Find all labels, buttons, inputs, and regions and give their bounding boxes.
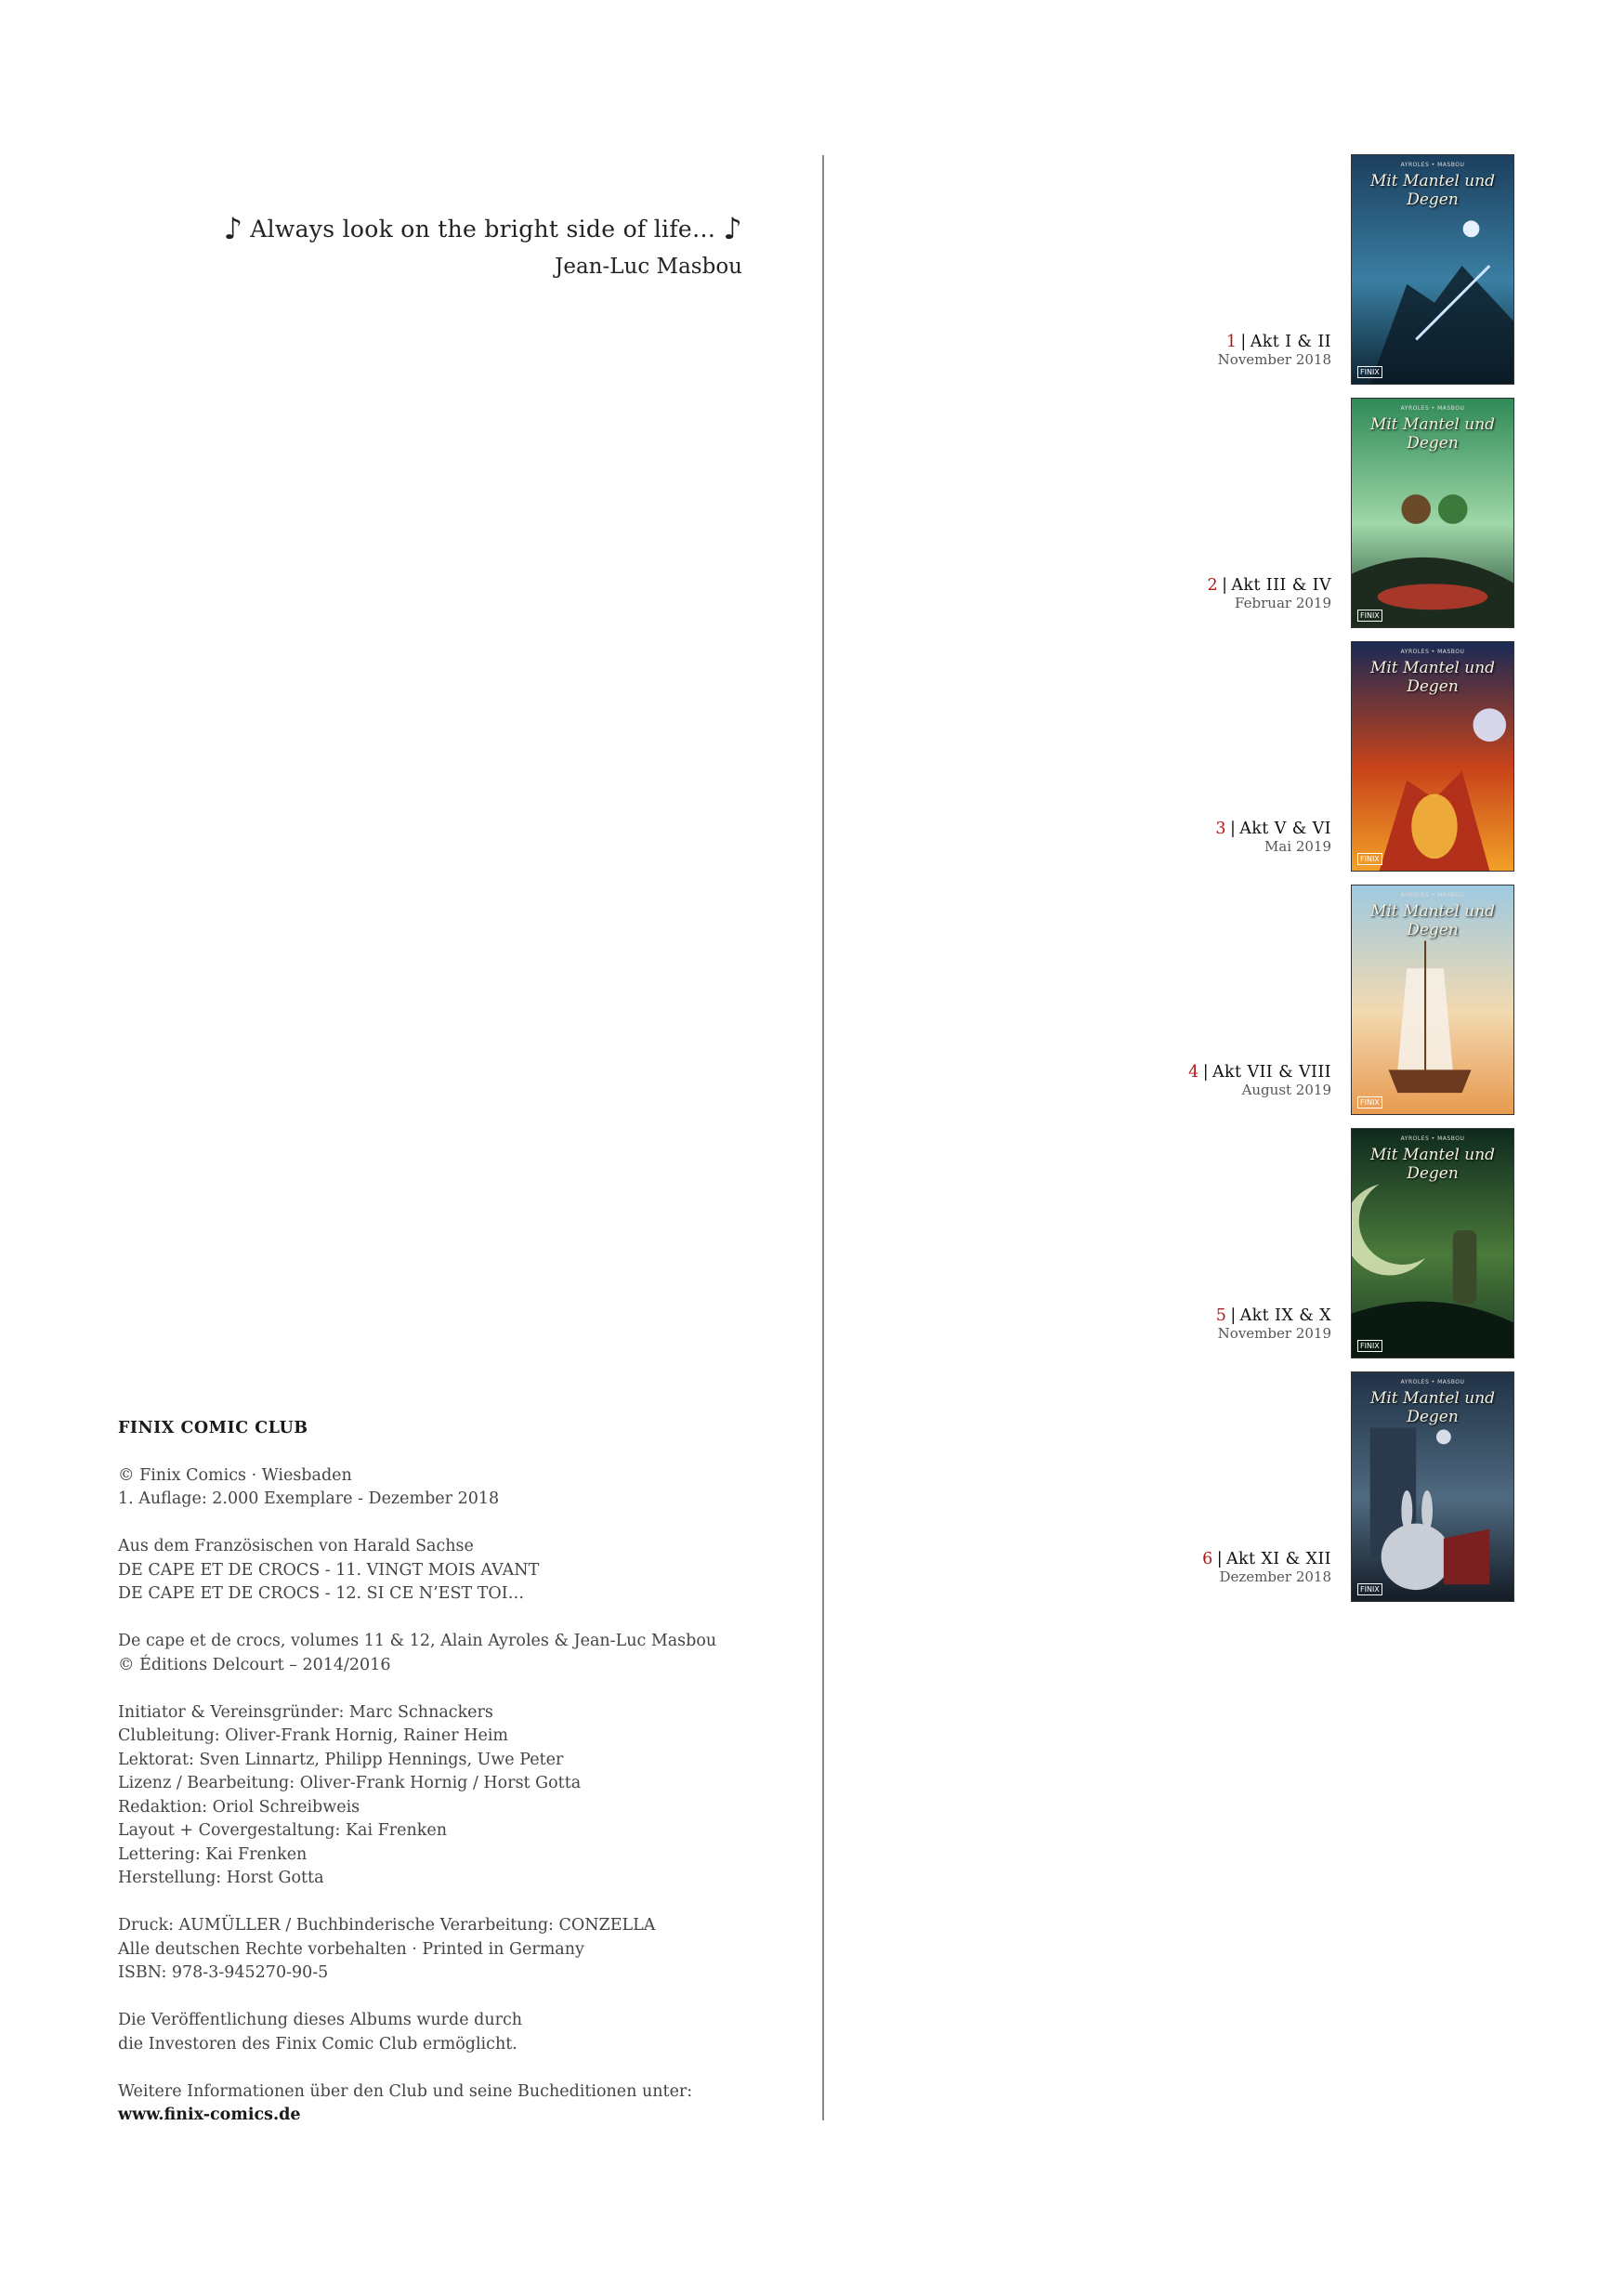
cover-authors: AYROLES • MASBOU	[1400, 649, 1465, 655]
imprint-line: © Éditions Delcourt – 2014/2016	[118, 1655, 391, 1674]
imprint-line: Redaktion: Oriol Schreibweis	[118, 1797, 360, 1817]
volume-label	[1215, 820, 1331, 855]
imprint-line: Lettering: Kai Frenken	[118, 1844, 308, 1864]
volume-label	[1188, 1063, 1331, 1098]
imprint-line: ISBN: 978-3-945270-90-5	[118, 1963, 329, 1982]
volume-date: Februar 2019	[1235, 595, 1331, 611]
imprint-line: © Finix Comics · Wiesbaden	[118, 1465, 352, 1485]
cover-image	[1351, 641, 1514, 872]
imprint-heading: FINIX COMIC CLUB	[118, 1419, 308, 1437]
volume-acts: Akt V & VI	[1239, 820, 1331, 838]
epigraph-author: Jean-Luc Masbou	[555, 255, 742, 279]
publisher-logo: FINIX	[1357, 1096, 1382, 1109]
imprint-info-line: Weitere Informationen über den Club und seine Bucheditionen unter:	[118, 2081, 693, 2101]
cover-image	[1351, 398, 1514, 628]
volume-title	[1188, 1063, 1331, 1082]
volume-item	[1115, 1371, 1514, 1602]
imprint-line: Die Veröffentlichung dieses Albums wurde durch	[118, 2011, 523, 2029]
volume-date: Dezember 2018	[1219, 1568, 1331, 1585]
volume-separator: |	[1222, 576, 1228, 595]
imprint-block	[118, 1701, 768, 1891]
epigraph	[223, 211, 742, 279]
cover-image	[1351, 1371, 1514, 1602]
cover-authors: AYROLES • MASBOU	[1400, 1379, 1465, 1385]
publisher-logo: FINIX	[1357, 610, 1382, 622]
volume-number: 6	[1202, 1550, 1213, 1568]
publisher-logo: FINIX	[1357, 1583, 1382, 1595]
volume-title	[1208, 576, 1331, 595]
volume-number: 2	[1207, 576, 1219, 595]
volume-item	[1115, 885, 1514, 1115]
cover-title: Mit Mantel und Degen	[1369, 659, 1496, 696]
volume-number: 5	[1215, 1306, 1227, 1325]
cover-authors: AYROLES • MASBOU	[1400, 892, 1465, 899]
website-link[interactable]: www.finix-comics.de	[118, 2106, 301, 2124]
epigraph-text: Always look on the bright side of life…	[250, 215, 716, 243]
volume-title	[1218, 333, 1331, 351]
volume-acts: Akt III & IV	[1231, 576, 1331, 595]
imprint-line: Initiator & Vereinsgründer: Marc Schnackers	[118, 1702, 493, 1722]
column-divider	[822, 155, 824, 2120]
imprint-line: 1. Auflage: 2.000 Exemplare - Dezember 2018	[118, 1489, 500, 1508]
volume-separator: |	[1229, 820, 1237, 838]
volume-separator: |	[1230, 1306, 1237, 1325]
imprint-line: Herstellung: Horst Gotta	[118, 1869, 324, 1887]
volume-number: 1	[1225, 333, 1238, 351]
volume-acts: Akt I & II	[1250, 333, 1331, 351]
publisher-logo: FINIX	[1357, 853, 1382, 865]
volume-item	[1115, 1128, 1514, 1358]
volume-label	[1216, 1306, 1331, 1342]
volume-date: November 2019	[1217, 1325, 1331, 1342]
imprint-block	[118, 1630, 768, 1677]
volume-date: Mai 2019	[1264, 838, 1331, 855]
cover-authors: AYROLES • MASBOU	[1400, 405, 1465, 412]
volume-item	[1115, 398, 1514, 628]
imprint-blocks	[118, 1464, 768, 2057]
publisher-logo: FINIX	[1357, 366, 1382, 378]
imprint-block	[118, 1464, 768, 1512]
music-note-icon: ♪	[223, 211, 243, 246]
imprint-line: Clubleitung: Oliver-Frank Hornig, Rainer Heim	[118, 1726, 509, 1745]
music-note-icon: ♪	[723, 211, 742, 246]
volume-title	[1216, 1306, 1331, 1325]
volume-item	[1115, 641, 1514, 872]
volume-separator: |	[1202, 1063, 1210, 1082]
cover-title: Mit Mantel und Degen	[1369, 415, 1496, 453]
cover-image	[1351, 154, 1514, 385]
volume-number: 4	[1188, 1063, 1199, 1082]
volume-label	[1218, 333, 1331, 368]
volume-date: November 2018	[1217, 351, 1331, 368]
volume-number: 3	[1215, 820, 1226, 838]
cover-image	[1351, 885, 1514, 1115]
publisher-logo: FINIX	[1357, 1340, 1382, 1352]
imprint-line: DE CAPE ET DE CROCS - 11. VINGT MOIS AVANT	[118, 1560, 540, 1580]
cover-title: Mit Mantel und Degen	[1369, 1389, 1496, 1426]
imprint-line: Alle deutschen Rechte vorbehalten · Printed in Germany	[118, 1939, 584, 1959]
volume-separator: |	[1240, 333, 1247, 351]
volume-date: August 2019	[1241, 1082, 1331, 1098]
imprint-line: DE CAPE ET DE CROCS - 12. SI CE N’EST TOI…	[118, 1584, 525, 1603]
imprint-line: De cape et de crocs, volumes 11 & 12, Alain Ayroles & Jean-Luc Masbou	[118, 1632, 717, 1650]
volume-acts: Akt XI & XII	[1226, 1550, 1331, 1568]
imprint-block	[118, 1914, 768, 1986]
cover-title: Mit Mantel und Degen	[1369, 1146, 1496, 1183]
volume-title	[1215, 820, 1331, 838]
imprint-line: Layout + Covergestaltung: Kai Frenken	[118, 1821, 447, 1840]
cover-title: Mit Mantel und Degen	[1369, 172, 1496, 209]
volume-title	[1202, 1550, 1331, 1568]
volume-acts: Akt IX & X	[1239, 1306, 1331, 1325]
imprint-block	[118, 2009, 768, 2056]
imprint-block	[118, 1535, 768, 1607]
imprint-line: Druck: AUMÜLLER / Buchbinderische Verarbeitung: CONZELLA	[118, 1916, 656, 1935]
imprint-line: Lizenz / Bearbeitung: Oliver-Frank Hornig / Horst Gotta	[118, 1774, 582, 1792]
cover-title: Mit Mantel und Degen	[1369, 902, 1496, 939]
cover-image	[1351, 1128, 1514, 1358]
volume-separator: |	[1216, 1550, 1223, 1568]
epigraph-line	[223, 211, 742, 246]
cover-authors: AYROLES • MASBOU	[1400, 162, 1465, 168]
cover-authors: AYROLES • MASBOU	[1400, 1135, 1465, 1142]
imprint-line: Lektorat: Sven Linnartz, Philipp Hennings, Uwe Peter	[118, 1750, 564, 1769]
imprint-line: Aus dem Französischen von Harald Sachse	[118, 1537, 474, 1555]
imprint	[118, 1417, 768, 2128]
imprint-line: die Investoren des Finix Comic Club ermöglicht.	[118, 2034, 517, 2053]
volume-acts: Akt VII & VIII	[1212, 1063, 1331, 1082]
volume-label	[1208, 576, 1331, 611]
volume-item	[1115, 154, 1514, 385]
volume-label	[1202, 1550, 1331, 1585]
